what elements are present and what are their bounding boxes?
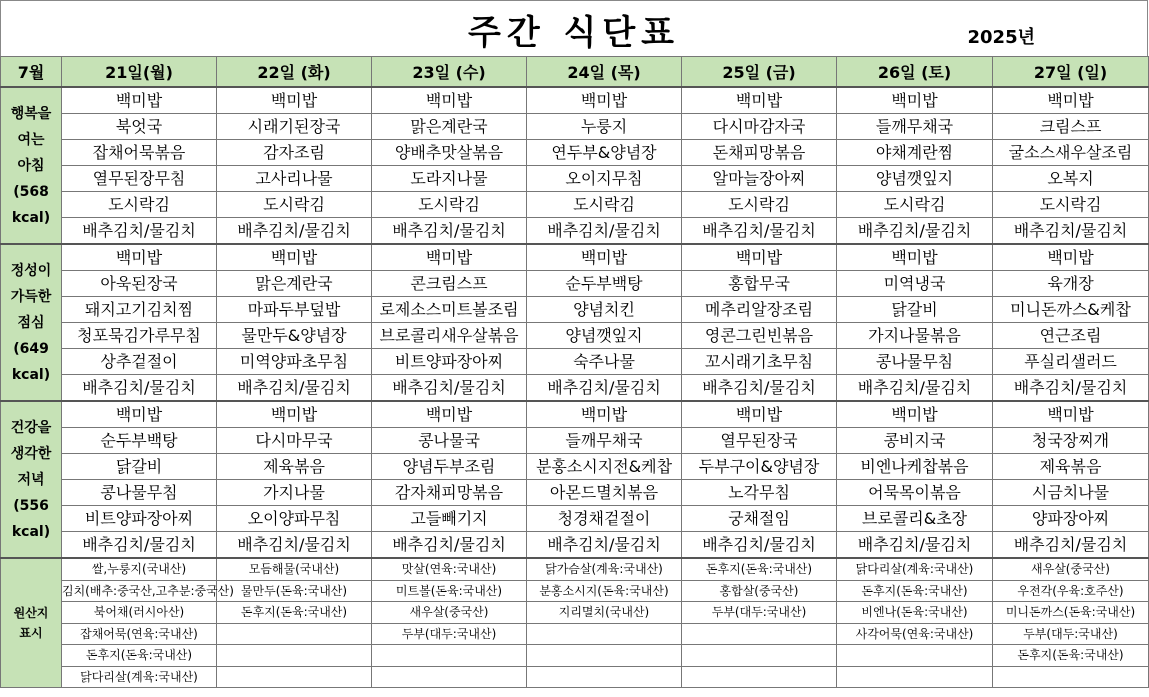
origin-row — [1, 580, 1149, 602]
origin-empty — [527, 623, 682, 645]
menu-item: 배추김치/물김치 — [62, 375, 217, 402]
origin-empty — [682, 645, 837, 667]
origin-item: 분홍소시지(돈육:국내산) — [527, 580, 682, 602]
menu-item: 백미밥 — [62, 401, 217, 428]
origin-item: 지리멸치(국내산) — [527, 602, 682, 624]
breakfast-row — [1, 218, 1149, 245]
menu-item: 굴소스새우살조림 — [993, 140, 1149, 166]
dinner-row — [1, 506, 1149, 532]
menu-item: 배추김치/물김치 — [682, 218, 837, 245]
menu-item: 돈채피망볶음 — [682, 140, 837, 166]
day-header-row — [1, 57, 1149, 88]
dinner-row — [1, 401, 1149, 428]
menu-item: 영콘그린빈볶음 — [682, 323, 837, 349]
menu-item: 상추겉절이 — [62, 349, 217, 375]
menu-item: 고들빼기지 — [372, 506, 527, 532]
page-title: 주간 식단표 — [467, 13, 681, 53]
menu-item: 메추리알장조림 — [682, 297, 837, 323]
origin-item: 북어채(러시아산) — [62, 602, 217, 624]
menu-item: 배추김치/물김치 — [837, 218, 993, 245]
menu-item: 야채계란찜 — [837, 140, 993, 166]
origin-row — [1, 645, 1149, 667]
lunch-row — [1, 375, 1149, 402]
origin-item: 모듬해물(국내산) — [217, 558, 372, 580]
menu-item: 비트양파장아찌 — [62, 506, 217, 532]
menu-item: 배추김치/물김치 — [682, 375, 837, 402]
menu-item: 청포묵김가루무침 — [62, 323, 217, 349]
menu-item: 가지나물 — [217, 480, 372, 506]
menu-item: 순두부백탕 — [527, 271, 682, 297]
menu-item: 배추김치/물김치 — [993, 218, 1149, 245]
menu-item: 양념치킨 — [527, 297, 682, 323]
menu-item: 배추김치/물김치 — [527, 218, 682, 245]
menu-item: 꼬시래기초무침 — [682, 349, 837, 375]
menu-item: 백미밥 — [372, 244, 527, 271]
lunch-label: 정성이 가득한 점심 (649 kcal) — [1, 244, 62, 401]
menu-item: 백미밥 — [62, 244, 217, 271]
menu-item: 백미밥 — [837, 401, 993, 428]
menu-item: 배추김치/물김치 — [372, 375, 527, 402]
menu-item: 도시락김 — [527, 192, 682, 218]
origin-item: 두부(대두:국내산) — [993, 623, 1149, 645]
origin-item: 돈후지(돈육:국내산) — [217, 602, 372, 624]
menu-item: 비트양파장아찌 — [372, 349, 527, 375]
menu-item: 오이양파무침 — [217, 506, 372, 532]
menu-item: 북엇국 — [62, 114, 217, 140]
origin-item: 새우살(중국산) — [372, 602, 527, 624]
menu-item: 홍합무국 — [682, 271, 837, 297]
menu-item: 배추김치/물김치 — [837, 532, 993, 559]
origin-item: 돈후지(돈육:국내산) — [62, 645, 217, 667]
menu-item: 배추김치/물김치 — [993, 532, 1149, 559]
dinner-label: 건강을 생각한 저녁 (556 kcal) — [1, 401, 62, 558]
origin-item: 김치(배추:중국산,고추분:중국산) — [62, 580, 217, 602]
menu-item: 배추김치/물김치 — [527, 375, 682, 402]
menu-item: 푸실리샐러드 — [993, 349, 1149, 375]
origin-item: 두부(대두:국내산) — [682, 602, 837, 624]
month-header: 7월 — [1, 57, 62, 88]
menu-item: 도라지나물 — [372, 166, 527, 192]
menu-item: 양념깻잎지 — [837, 166, 993, 192]
menu-item: 맑은계란국 — [372, 114, 527, 140]
menu-item: 숙주나물 — [527, 349, 682, 375]
origin-row — [1, 558, 1149, 580]
menu-item: 배추김치/물김치 — [217, 218, 372, 245]
menu-item: 백미밥 — [993, 401, 1149, 428]
menu-item: 닭갈비 — [62, 454, 217, 480]
menu-item: 백미밥 — [372, 87, 527, 114]
breakfast-row — [1, 87, 1149, 114]
origin-item: 미니돈까스(돈육:국내산) — [993, 602, 1149, 624]
origin-empty — [682, 623, 837, 645]
menu-item: 브로콜리새우살볶음 — [372, 323, 527, 349]
origin-empty — [217, 666, 372, 688]
origin-item: 우전각(우육:호주산) — [993, 580, 1149, 602]
menu-item: 브로콜리&초장 — [837, 506, 993, 532]
menu-item: 로제소스미트볼조림 — [372, 297, 527, 323]
day-header: 25일 (금) — [682, 57, 837, 88]
origin-item: 사각어묵(연육:국내산) — [837, 623, 993, 645]
menu-item: 제육볶음 — [993, 454, 1149, 480]
menu-item: 시금치나물 — [993, 480, 1149, 506]
day-header: 22일 (화) — [217, 57, 372, 88]
origin-empty — [993, 666, 1149, 688]
menu-item: 백미밥 — [682, 87, 837, 114]
menu-item: 배추김치/물김치 — [62, 532, 217, 559]
lunch-row — [1, 244, 1149, 271]
menu-item: 도시락김 — [62, 192, 217, 218]
origin-item: 홍합살(중국산) — [682, 580, 837, 602]
menu-item: 배추김치/물김치 — [837, 375, 993, 402]
dinner-row — [1, 454, 1149, 480]
menu-item: 백미밥 — [527, 401, 682, 428]
menu-item: 제육볶음 — [217, 454, 372, 480]
menu-item: 순두부백탕 — [62, 428, 217, 454]
origin-item: 닭다리살(계육:국내산) — [62, 666, 217, 688]
day-header: 21일(월) — [62, 57, 217, 88]
lunch-row — [1, 349, 1149, 375]
origin-empty — [372, 666, 527, 688]
origin-empty — [217, 645, 372, 667]
menu-item: 백미밥 — [217, 401, 372, 428]
menu-item: 백미밥 — [527, 87, 682, 114]
menu-item: 콘크림스프 — [372, 271, 527, 297]
menu-item: 배추김치/물김치 — [217, 375, 372, 402]
menu-item: 배추김치/물김치 — [527, 532, 682, 559]
menu-item: 맑은계란국 — [217, 271, 372, 297]
origin-item: 돈후지(돈육:국내산) — [993, 645, 1149, 667]
menu-item: 두부구이&양념장 — [682, 454, 837, 480]
menu-item: 청경채겉절이 — [527, 506, 682, 532]
menu-item: 도시락김 — [217, 192, 372, 218]
dinner-row — [1, 480, 1149, 506]
menu-item: 배추김치/물김치 — [372, 218, 527, 245]
page-header — [0, 0, 1148, 56]
menu-item: 미역냉국 — [837, 271, 993, 297]
origin-empty — [682, 666, 837, 688]
origin-empty — [837, 666, 993, 688]
menu-item: 콩나물무침 — [62, 480, 217, 506]
menu-item: 감자채피망볶음 — [372, 480, 527, 506]
origin-empty — [837, 645, 993, 667]
menu-item: 다시마무국 — [217, 428, 372, 454]
menu-item: 다시마감자국 — [682, 114, 837, 140]
lunch-row — [1, 271, 1149, 297]
origin-item: 두부(대두:국내산) — [372, 623, 527, 645]
origin-item: 새우살(중국산) — [993, 558, 1149, 580]
menu-item: 마파두부덮밥 — [217, 297, 372, 323]
menu-item: 백미밥 — [527, 244, 682, 271]
menu-item: 백미밥 — [217, 244, 372, 271]
origin-item: 물만두(돈육:국내산) — [217, 580, 372, 602]
menu-item: 들깨무채국 — [837, 114, 993, 140]
menu-item: 도시락김 — [682, 192, 837, 218]
dinner-row — [1, 428, 1149, 454]
menu-item: 분홍소시지전&케찹 — [527, 454, 682, 480]
year-label: 2025년 — [967, 27, 1035, 48]
origin-item: 미트볼(돈육:국내산) — [372, 580, 527, 602]
menu-item: 닭갈비 — [837, 297, 993, 323]
menu-item: 배추김치/물김치 — [217, 532, 372, 559]
origin-row — [1, 602, 1149, 624]
menu-item: 열무된장국 — [682, 428, 837, 454]
menu-item: 잡채어묵볶음 — [62, 140, 217, 166]
origin-label: 원산지 표시 — [1, 558, 62, 688]
menu-item: 백미밥 — [993, 244, 1149, 271]
menu-item: 청국장찌개 — [993, 428, 1149, 454]
menu-item: 도시락김 — [837, 192, 993, 218]
breakfast-row — [1, 166, 1149, 192]
day-header: 24일 (목) — [527, 57, 682, 88]
origin-item: 닭다리살(계육:국내산) — [837, 558, 993, 580]
menu-item: 물만두&양념장 — [217, 323, 372, 349]
menu-item: 양념깻잎지 — [527, 323, 682, 349]
menu-item: 시래기된장국 — [217, 114, 372, 140]
menu-item: 백미밥 — [837, 87, 993, 114]
menu-item: 노각무침 — [682, 480, 837, 506]
menu-item: 도시락김 — [993, 192, 1149, 218]
menu-item: 백미밥 — [837, 244, 993, 271]
menu-item: 가지나물볶음 — [837, 323, 993, 349]
menu-item: 오이지무침 — [527, 166, 682, 192]
menu-item: 어묵목이볶음 — [837, 480, 993, 506]
menu-item: 크림스프 — [993, 114, 1149, 140]
menu-item: 백미밥 — [217, 87, 372, 114]
menu-table — [0, 56, 1149, 688]
origin-item: 돈후지(돈육:국내산) — [837, 580, 993, 602]
day-header: 26일 (토) — [837, 57, 993, 88]
breakfast-label: 행복을 여는 아침 (568 kcal) — [1, 87, 62, 244]
origin-empty — [527, 666, 682, 688]
menu-item: 궁채절임 — [682, 506, 837, 532]
menu-item: 열무된장무침 — [62, 166, 217, 192]
menu-item: 미니돈까스&케찹 — [993, 297, 1149, 323]
menu-item: 배추김치/물김치 — [682, 532, 837, 559]
menu-item: 돼지고기김치찜 — [62, 297, 217, 323]
menu-item: 콩나물무침 — [837, 349, 993, 375]
menu-item: 콩나물국 — [372, 428, 527, 454]
menu-item: 아욱된장국 — [62, 271, 217, 297]
origin-row — [1, 666, 1149, 688]
origin-empty — [527, 645, 682, 667]
menu-item: 배추김치/물김치 — [993, 375, 1149, 402]
lunch-row — [1, 297, 1149, 323]
breakfast-row — [1, 192, 1149, 218]
menu-item: 오복지 — [993, 166, 1149, 192]
menu-item: 육개장 — [993, 271, 1149, 297]
breakfast-row — [1, 114, 1149, 140]
menu-item: 고사리나물 — [217, 166, 372, 192]
menu-item: 감자조림 — [217, 140, 372, 166]
menu-item: 양파장아찌 — [993, 506, 1149, 532]
menu-item: 비엔나케찹볶음 — [837, 454, 993, 480]
origin-empty — [372, 645, 527, 667]
breakfast-row — [1, 140, 1149, 166]
day-header: 27일 (일) — [993, 57, 1149, 88]
menu-item: 연근조림 — [993, 323, 1149, 349]
menu-item: 양념두부조림 — [372, 454, 527, 480]
menu-item: 양배추맛살볶음 — [372, 140, 527, 166]
origin-item: 맛살(연육:국내산) — [372, 558, 527, 580]
menu-item: 도시락김 — [372, 192, 527, 218]
day-header: 23일 (수) — [372, 57, 527, 88]
menu-item: 배추김치/물김치 — [372, 532, 527, 559]
menu-item: 백미밥 — [682, 401, 837, 428]
menu-item: 배추김치/물김치 — [62, 218, 217, 245]
origin-empty — [217, 623, 372, 645]
origin-item: 돈후지(돈육:국내산) — [682, 558, 837, 580]
lunch-row — [1, 323, 1149, 349]
menu-item: 콩비지국 — [837, 428, 993, 454]
menu-item: 백미밥 — [682, 244, 837, 271]
menu-item: 미역양파초무침 — [217, 349, 372, 375]
menu-item: 연두부&양념장 — [527, 140, 682, 166]
origin-item: 쌀,누룽지(국내산) — [62, 558, 217, 580]
origin-item: 닭가슴살(계육:국내산) — [527, 558, 682, 580]
dinner-row — [1, 532, 1149, 559]
origin-item: 비엔나(돈육:국내산) — [837, 602, 993, 624]
menu-item: 누룽지 — [527, 114, 682, 140]
origin-row — [1, 623, 1149, 645]
menu-item: 들깨무채국 — [527, 428, 682, 454]
menu-item: 백미밥 — [62, 87, 217, 114]
menu-item: 백미밥 — [993, 87, 1149, 114]
menu-item: 알마늘장아찌 — [682, 166, 837, 192]
menu-body — [1, 87, 1149, 688]
origin-item: 잡채어묵(연육:국내산) — [62, 623, 217, 645]
menu-item: 백미밥 — [372, 401, 527, 428]
menu-item: 아몬드멸치볶음 — [527, 480, 682, 506]
